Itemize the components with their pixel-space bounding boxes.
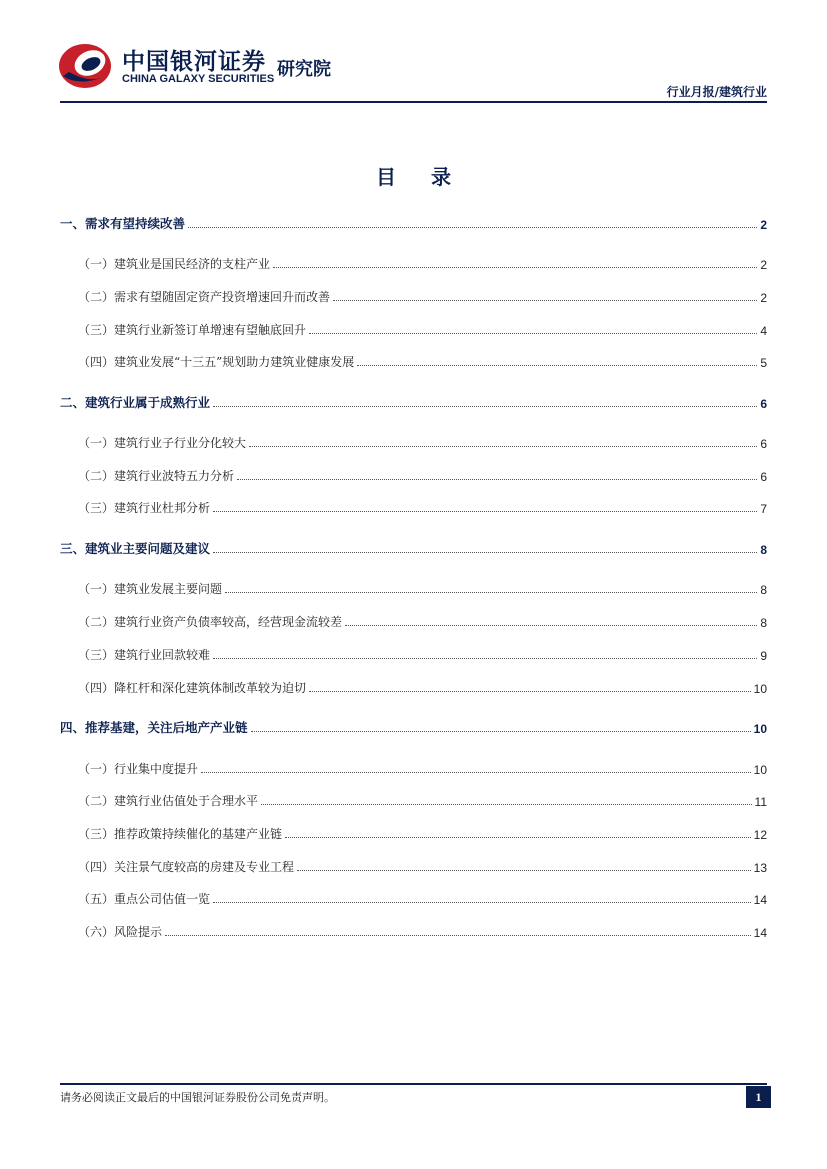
toc-subsection-2-3[interactable] (60, 496, 767, 516)
toc-section-4[interactable] (60, 716, 767, 736)
toc-entry-text: （四）降杠杆和深化建筑体制改革较为迫切 (78, 681, 307, 695)
toc-leader (237, 479, 757, 480)
toc-subsection-3-4[interactable] (60, 676, 767, 696)
toc-entry-text: 三、建筑业主要问题及建议 (60, 541, 211, 556)
toc-subsection-4-3[interactable] (60, 822, 767, 842)
toc-page-number: 10 (753, 682, 767, 696)
toc-page-number: 7 (760, 502, 767, 516)
toc-leader (285, 837, 751, 838)
toc-page-number: 2 (760, 291, 767, 305)
toc-entry-text: 一、需求有望持续改善 (60, 216, 186, 231)
toc-entry-text: （一）行业集中度提升 (78, 762, 199, 776)
toc-entry-text: （一）建筑业发展主要问题 (78, 582, 223, 596)
toc-page-number: 13 (753, 861, 767, 875)
toc-entry-text: （二）建筑行业估值处于合理水平 (78, 794, 259, 808)
footer-divider (60, 1083, 767, 1085)
toc-entry-text: 二、建筑行业属于成熟行业 (60, 395, 211, 410)
toc-page-number: 6 (760, 470, 767, 484)
toc-subsection-2-2[interactable] (60, 464, 767, 484)
toc-subsection-4-1[interactable] (60, 757, 767, 777)
toc-entry-text: （一）建筑业是国民经济的支柱产业 (78, 257, 271, 271)
toc-leader (357, 365, 757, 366)
toc-leader (201, 772, 751, 773)
toc-page-number: 5 (760, 356, 767, 370)
toc-entry-text: （六）风险提示 (78, 925, 163, 939)
brand-name-en: CHINA GALAXY SECURITIES (122, 73, 275, 85)
toc-page-number: 8 (760, 583, 767, 597)
toc-entry-text: （四）建筑业发展“十三五”规划助力建筑业健康发展 (78, 355, 355, 369)
toc-leader (333, 300, 757, 301)
toc-leader (309, 691, 751, 692)
toc-entry-text: （二）建筑行业资产负债率较高，经营现金流较差 (78, 615, 343, 629)
toc-leader (213, 658, 757, 659)
toc-subsection-4-6[interactable] (60, 920, 767, 940)
toc-page-number: 4 (760, 324, 767, 338)
toc-section-2[interactable] (60, 391, 767, 411)
toc-page-number: 2 (760, 258, 767, 272)
toc-subsection-3-2[interactable] (60, 610, 767, 630)
toc-page-number: 10 (753, 763, 767, 777)
toc-leader (188, 227, 757, 228)
page-number-badge: 1 (746, 1086, 771, 1108)
toc-title: 目 录 (376, 165, 465, 189)
toc-subsection-1-3[interactable] (60, 318, 767, 338)
toc-subsection-2-1[interactable] (60, 431, 767, 451)
toc-subsection-1-1[interactable] (60, 252, 767, 272)
toc-subsection-1-4[interactable] (60, 350, 767, 370)
report-type-label: 行业月报/建筑行业 (666, 85, 767, 99)
toc-leader (213, 511, 757, 512)
toc-leader (249, 446, 757, 447)
toc-subsection-1-2[interactable] (60, 285, 767, 305)
toc-subsection-3-3[interactable] (60, 643, 767, 663)
toc-page-number: 9 (760, 649, 767, 663)
toc-page-number: 14 (753, 893, 767, 907)
toc-entry-text: （五）重点公司估值一览 (78, 892, 211, 906)
header-divider (60, 101, 767, 103)
toc-leader (261, 804, 752, 805)
toc-leader (345, 625, 757, 626)
toc-leader (273, 267, 757, 268)
toc-leader (213, 902, 751, 903)
toc-page-number: 12 (753, 828, 767, 842)
toc-leader (225, 592, 757, 593)
toc-section-3[interactable] (60, 537, 767, 557)
toc-page-number: 8 (760, 616, 767, 630)
toc-entry-text: （三）建筑行业杜邦分析 (78, 501, 211, 515)
toc-leader (297, 870, 751, 871)
toc-subsection-3-1[interactable] (60, 577, 767, 597)
toc-page-number: 8 (760, 543, 767, 557)
toc-entry-text: （二）需求有望随固定资产投资增速回升而改善 (78, 290, 331, 304)
toc-entry-text: （二）建筑行业波特五力分析 (78, 469, 235, 483)
brand-name-cn: 中国银河证券 (122, 49, 266, 75)
toc-leader (213, 406, 757, 407)
toc-entry-text: （三）建筑行业新签订单增速有望触底回升 (78, 323, 307, 337)
toc-leader (213, 552, 757, 553)
toc-subsection-4-2[interactable] (60, 789, 767, 809)
toc-subsection-4-5[interactable] (60, 887, 767, 907)
toc-leader (309, 333, 757, 334)
toc-entry-text: （一）建筑行业子行业分化较大 (78, 436, 247, 450)
footer-disclaimer: 请务必阅读正文最后的中国银河证券股份公司免责声明。 (60, 1091, 335, 1104)
toc-leader (165, 935, 751, 936)
research-institute-label: 研究院 (277, 59, 331, 80)
toc-subsection-4-4[interactable] (60, 855, 767, 875)
toc-page-number: 14 (753, 926, 767, 940)
toc-page-number: 10 (753, 722, 767, 736)
toc-page-number: 6 (760, 397, 767, 411)
galaxy-logo-icon (57, 42, 113, 90)
toc-page-number: 2 (760, 218, 767, 232)
toc-section-1[interactable] (60, 212, 767, 232)
toc-page-number: 6 (760, 437, 767, 451)
toc-entry-text: 四、推荐基建，关注后地产产业链 (60, 720, 248, 735)
toc-entry-text: （三）推荐政策持续催化的基建产业链 (78, 827, 283, 841)
toc-entry-text: （四）关注景气度较高的房建及专业工程 (78, 860, 295, 874)
toc-leader (251, 731, 751, 732)
toc-page-number: 11 (754, 795, 767, 809)
toc-entry-text: （三）建筑行业回款较难 (78, 648, 211, 662)
